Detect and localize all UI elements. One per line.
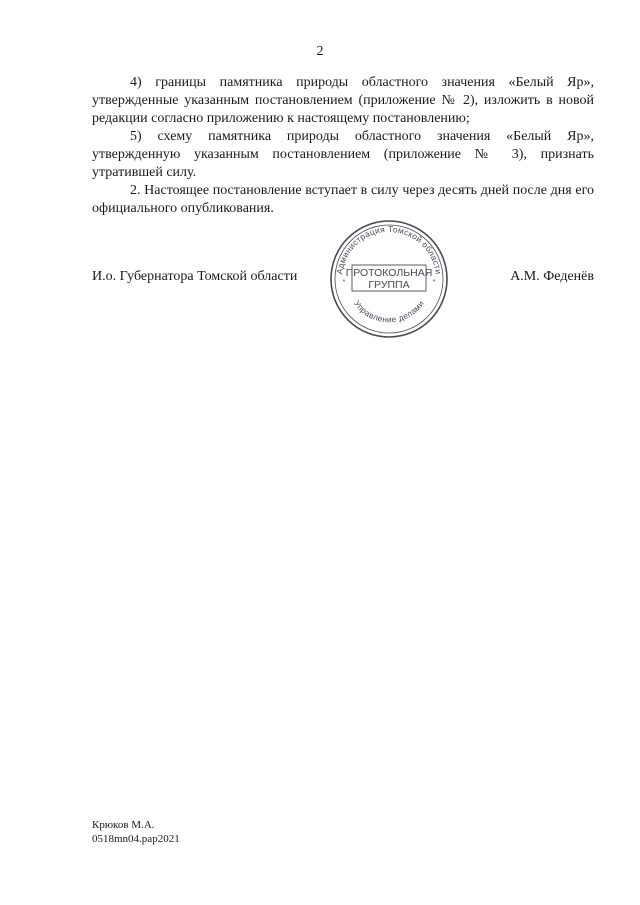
stamp-center-line1: ПРОТОКОЛЬНАЯ xyxy=(345,267,433,279)
paragraph-item-4: 4) границы памятника природы областного значения «Белый Яр», утвержденные указанным постановлением (приложение № 2), изложить в новой редакции согласно приложению к настоящему постановлению; xyxy=(92,75,594,126)
paragraph-item-5: 5) схему памятника природы областного значения «Белый Яр», утвержденную указанным постановлением (приложение № 3), признать утратившей силу. xyxy=(92,129,594,180)
signatory-name: А.М. Феденёв xyxy=(510,269,594,284)
stamp-right-star: * xyxy=(432,279,436,286)
document-body xyxy=(92,74,594,218)
document-footer xyxy=(92,818,180,846)
signatory-title: И.о. Губернатора Томской области xyxy=(92,269,298,284)
official-stamp xyxy=(328,218,450,340)
stamp-center-line2: ГРУППА xyxy=(368,279,410,291)
stamp-bottom-text: Управление делами xyxy=(352,298,426,325)
footer-author: Крюков М.А. xyxy=(92,819,155,831)
footer-file-code: 0518mn04.pap2021 xyxy=(92,833,180,845)
stamp-left-star: * xyxy=(342,279,346,286)
page-number: 2 xyxy=(316,44,324,59)
stamp-outer-text: Администрация Томской области xyxy=(334,223,444,275)
paragraph-effective-date: 2. Настоящее постановление вступает в силу через десять дней после дня его официального опубликования. xyxy=(92,183,594,216)
